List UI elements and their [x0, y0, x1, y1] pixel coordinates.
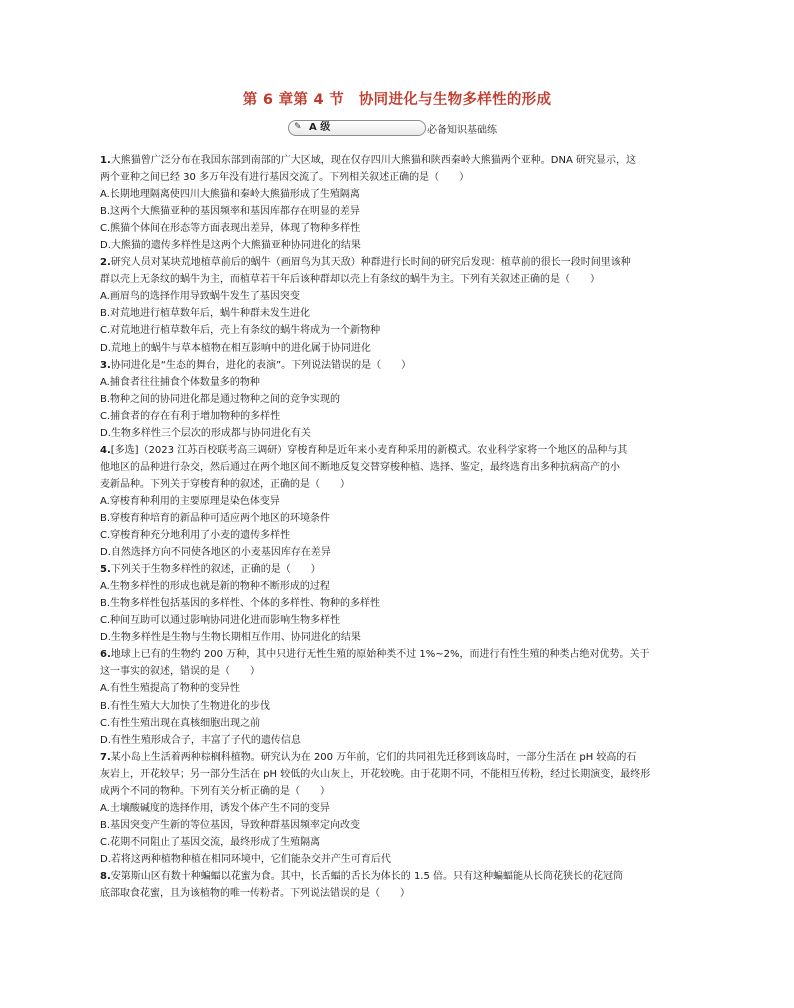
line-text: A.有性生殖提高了物种的变异性: [100, 683, 240, 695]
question-number: 7.: [100, 751, 111, 763]
text-line: [100, 663, 698, 680]
question-number: 5.: [100, 564, 111, 576]
line-text: D.有性生殖形成合子，丰富了子代的遗传信息: [100, 734, 301, 746]
text-line: [100, 698, 698, 715]
text-line: [100, 476, 698, 493]
line-text: A.画眉鸟的选择作用导致蜗牛发生了基因突变: [100, 291, 300, 303]
text-line: [100, 288, 698, 305]
text-line: [100, 322, 698, 339]
text-line: [100, 834, 698, 851]
line-text: D.荒地上的蜗牛与草本植物在相互影响中的进化属于协同进化: [100, 342, 371, 354]
page-title: 第 6 章第 4 节 协同进化与生物多样性的形成: [242, 92, 552, 108]
question-stem-line: [100, 254, 698, 271]
text-line: [100, 391, 698, 408]
question-stem-line: [100, 749, 698, 766]
text-line: [100, 271, 698, 288]
text-line: [100, 885, 698, 902]
text-line: [100, 783, 698, 800]
question-number: 6.: [100, 649, 111, 661]
line-text: C.有性生殖出现在真核细胞出现之前: [100, 717, 261, 729]
line-text: D.生物多样性三个层次的形成都与协同进化有关: [100, 427, 311, 439]
line-text: C.种间互助可以通过影响协同进化进而影响生物多样性: [100, 615, 341, 627]
text-line: [100, 612, 698, 629]
question-stem-line: [100, 152, 698, 169]
line-text: A.土壤酸碱度的选择作用，诱发个体产生不同的变异: [100, 802, 330, 814]
text-line: [100, 374, 698, 391]
line-text: 大熊猫曾广泛分布在我国东部到南部的广大区域，现在仅存四川大熊猫和陕西秦岭大熊猫两个亚种。DNA 研究显示，这: [110, 155, 636, 166]
line-text: C.花期不同阻止了基因交流，最终形成了生殖隔离: [100, 836, 321, 848]
text-line: [100, 732, 698, 749]
line-text: A.穿梭育种利用的主要原理是染色体变异: [100, 495, 280, 507]
text-line: [100, 817, 698, 834]
line-text: 他地区的品种进行杂交，然后通过在两个地区间不断地反复交替穿梭种植、选择、鉴定，最终选育出多种抗病高产的小: [100, 461, 620, 473]
text-line: [100, 715, 698, 732]
line-text: 麦新品种。下列关于穿梭育种的叙述，正确的是（ ）: [100, 478, 350, 490]
line-text: D.生物多样性是生物与生物长期相互作用、协同进化的结果: [100, 632, 361, 644]
line-text: [多选]（2023 江苏百校联考高三调研）穿梭育种是近年来小麦育种采用的新模式。农业科学家将一个地区的品种与其: [110, 444, 628, 456]
text-line: [100, 595, 698, 612]
text-line: [100, 459, 698, 476]
line-text: B.基因突变产生新的等位基因，导致种群基因频率定向改变: [100, 819, 361, 831]
line-text: C.穿梭育种充分地利用了小麦的遗传多样性: [100, 530, 291, 542]
text-line: [100, 578, 698, 595]
text-line: [100, 305, 698, 322]
question-number: 4.: [100, 444, 111, 456]
line-text: C.对荒地进行植草数年后，壳上有条纹的蜗牛将成为一个新物种: [100, 325, 381, 337]
text-line: [100, 340, 698, 357]
text-line: [100, 169, 698, 186]
line-text: 下列关于生物多样性的叙述，正确的是（ ）: [110, 564, 321, 576]
level-banner: [288, 120, 426, 136]
text-line: [100, 629, 698, 646]
line-text: D.自然选择方向不同使各地区的小麦基因库存在差异: [100, 547, 331, 559]
text-line: [100, 408, 698, 425]
text-line: [100, 851, 698, 868]
text-line: [100, 203, 698, 220]
line-text: B.有性生殖大大加快了生物进化的步伐: [100, 700, 271, 712]
line-text: 研究人员对某块荒地植草前后的蜗牛（画眉鸟为其天敌）种群进行长时间的研究后发现：植草前的很长一段时间里该种: [110, 257, 631, 269]
question-stem-line: [100, 442, 698, 459]
line-text: 安第斯山区有数十种蝙蝠以花蜜为食。其中，长舌蝠的舌长为体长的 1.5 倍。只有这种蝙蝠能从长筒花狭长的花冠筒: [110, 870, 624, 882]
line-text: 灰岩上，开花较早；另一部分生活在 pH 较低的火山灰上，开花较晚。由于花期不同，不能相互传粉，经过长期演变，最终形: [100, 768, 651, 780]
line-text: 地球上已有的生物约 200 万种，其中只进行无性生殖的原始种类不过 1%~2%，而进行有性生殖的种类占绝对优势。关于: [110, 649, 650, 661]
line-text: 某小岛上生活着两种棕榈科植物。研究认为在 200 万年前，它们的共同祖先迁移到该岛时，一部分生活在 pH 较高的石: [110, 751, 637, 763]
question-stem-line: [100, 561, 698, 578]
pencil-icon: ✎: [294, 122, 302, 132]
question-list: [100, 152, 698, 902]
line-text: 群以壳上无条纹的蜗牛为主，而植草若干年后该种群却以壳上有条纹的蜗牛为主。下列有关叙述正确的是（ ）: [100, 274, 600, 286]
line-text: 底部取食花蜜，且为该植物的唯一传粉者。下列说法错误的是（ ）: [100, 888, 410, 900]
line-text: B.这两个大熊猫亚种的基因频率和基因库都存在明显的差异: [100, 206, 361, 218]
line-text: A.生物多样性的形成也就是新的物种不断形成的过程: [100, 581, 330, 593]
line-text: B.生物多样性包括基因的多样性、个体的多样性、物种的多样性: [100, 598, 381, 610]
text-line: [100, 220, 698, 237]
line-text: B.穿梭育种培育的新品种可适应两个地区的环境条件: [100, 512, 331, 524]
line-text: 协同进化是“生态的舞台，进化的表演”。下列说法错误的是（ ）: [110, 359, 412, 371]
question-stem-line: [100, 357, 698, 374]
text-line: [100, 766, 698, 783]
text-line: [100, 186, 698, 203]
text-line: [100, 425, 698, 442]
question-stem-line: [100, 646, 698, 663]
text-line: [100, 544, 698, 561]
line-text: C.熊猫个体间在形态等方面表现出差异，体现了物种多样性: [100, 223, 361, 235]
line-text: D.大熊猫的遗传多样性是这两个大熊猫亚种协同进化的结果: [100, 240, 361, 252]
line-text: B.物种之间的协同进化都是通过物种之间的竞争实现的: [100, 393, 341, 405]
line-text: B.对荒地进行植草数年后，蜗牛种群未发生进化: [100, 308, 311, 320]
question-number: 8.: [100, 870, 111, 882]
text-line: [100, 527, 698, 544]
question-number: 1.: [100, 155, 111, 166]
level-subtitle: 必备知识基础练: [427, 125, 497, 136]
question-stem-line: [100, 868, 698, 885]
question-number: 2.: [100, 257, 111, 269]
text-line: [100, 510, 698, 527]
line-text: A.捕食者往往捕食个体数量多的物种: [100, 376, 260, 388]
line-text: C.捕食者的存在有利于增加物种的多样性: [100, 410, 281, 422]
text-line: [100, 493, 698, 510]
line-text: D.若将这两种植物种植在相同环境中，它们能杂交并产生可育后代: [100, 853, 391, 865]
text-line: [100, 800, 698, 817]
line-text: 两个亚种之间已经 30 多万年没有进行基因交流了。下列相关叙述正确的是（ ）: [100, 172, 470, 184]
text-line: [100, 680, 698, 697]
level-label: A 级: [309, 122, 331, 133]
question-number: 3.: [100, 359, 111, 371]
line-text: 这一事实的叙述，错误的是（ ）: [100, 666, 260, 678]
line-text: 成两个不同的物种。下列有关分析正确的是（ ）: [100, 785, 330, 797]
text-line: [100, 237, 698, 254]
line-text: A.长期地理隔离使四川大熊猫和秦岭大熊猫形成了生殖隔离: [100, 189, 360, 201]
